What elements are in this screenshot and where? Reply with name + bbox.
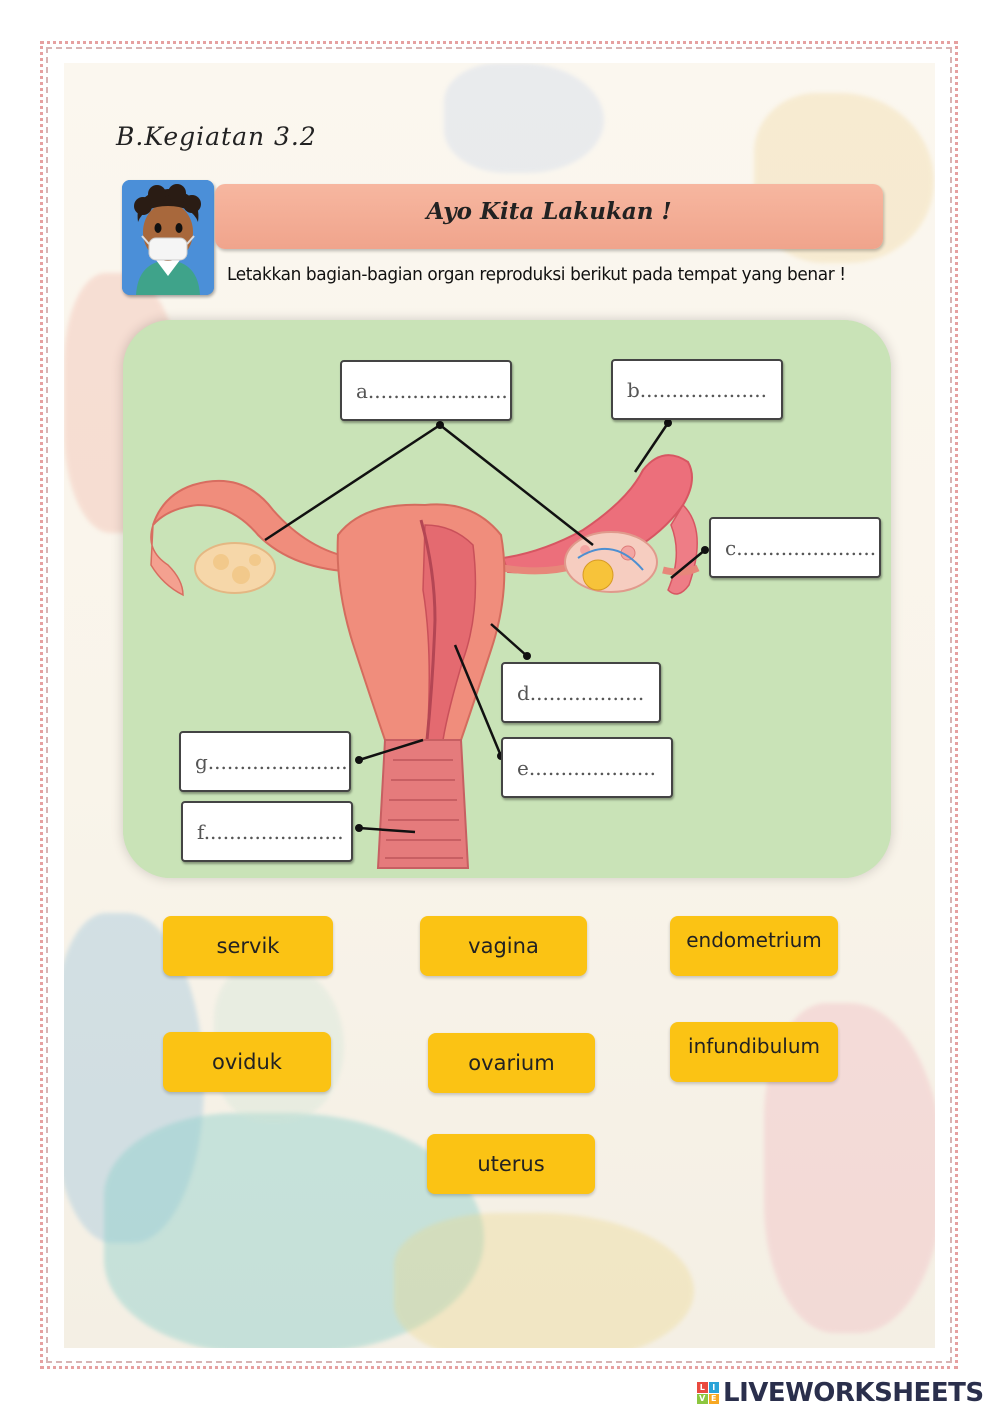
activity-banner <box>215 184 883 249</box>
word-card-servik[interactable]: servik <box>163 916 333 976</box>
label-box-b[interactable]: b.................... <box>611 359 783 420</box>
liveworksheets-logo-icon: L I V E <box>697 1382 719 1404</box>
label-box-g[interactable]: g...................... <box>179 731 351 792</box>
word-card-oviduk[interactable]: oviduk <box>163 1032 331 1092</box>
activity-title: B.Kegiatan 3.2 <box>116 122 317 151</box>
brand-name: LIVEWORKSHEETS <box>723 1378 984 1408</box>
label-box-d[interactable]: d.................. <box>501 662 661 723</box>
instruction-text: Letakkan bagian-bagian organ reproduksi berikut pada tempat yang benar ! <box>227 264 846 285</box>
word-card-endometrium[interactable]: endometrium <box>670 916 838 976</box>
banner-title: Ayo Kita Lakukan ! <box>426 198 672 225</box>
word-card-ovarium[interactable]: ovarium <box>428 1033 595 1093</box>
label-box-f[interactable]: f...................... <box>181 801 353 862</box>
liveworksheets-brand[interactable] <box>697 1378 984 1408</box>
label-box-c[interactable]: c...................... <box>709 517 881 578</box>
label-box-e[interactable]: e.................... <box>501 737 673 798</box>
word-card-uterus[interactable]: uterus <box>427 1134 595 1194</box>
word-card-vagina[interactable]: vagina <box>420 916 587 976</box>
word-card-infundibulum[interactable]: infundibulum <box>670 1022 838 1082</box>
label-box-a[interactable]: a...................... <box>340 360 512 421</box>
student-avatar <box>122 180 214 295</box>
